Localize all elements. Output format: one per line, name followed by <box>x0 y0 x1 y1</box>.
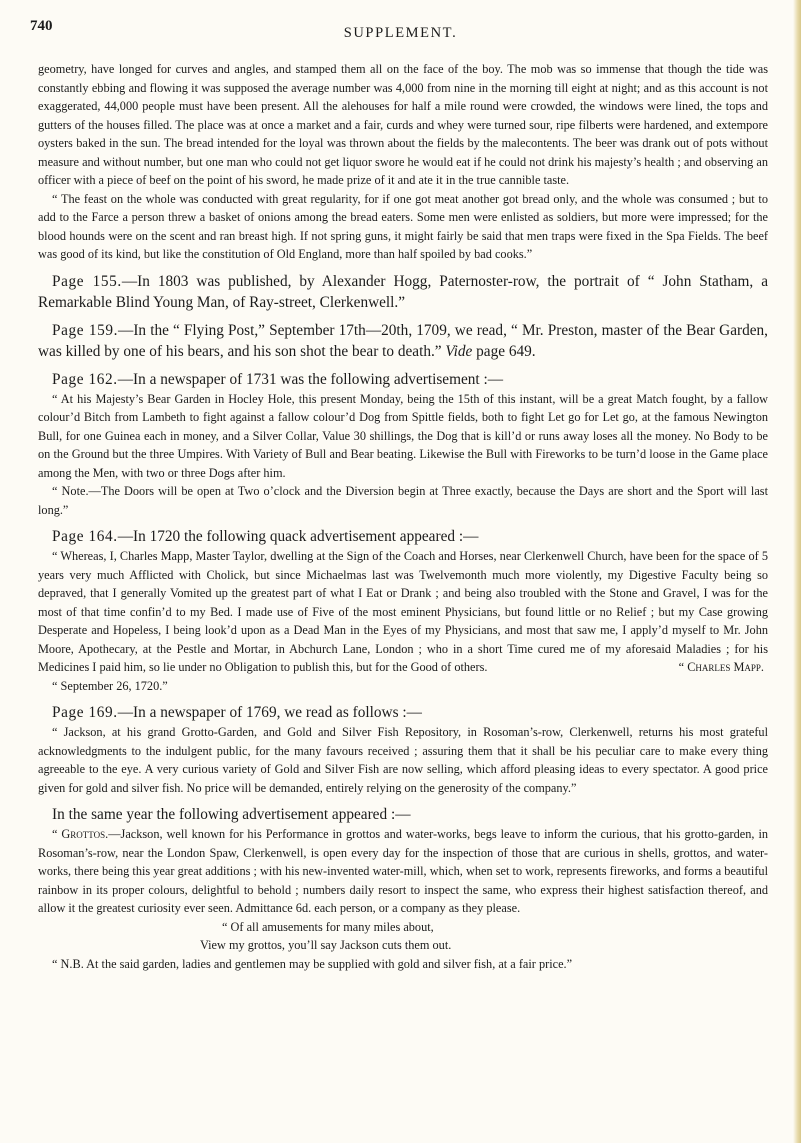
paragraph-bear-garden-ad: “ At his Majesty’s Bear Garden in Hocley Hole, this present Monday, being the 15th of this instant, will be a great Match fought, by a fallow colour’d Bitch from Lambeth to fight against a fallow colour’d Dog from Spittle fields, both to fight Let go for Let go, at the famous Newington Bull, for one Guinea each in money, and a Silver Collar, Value 30 shillings, the Dog that is kill’d or runs away loses all the money. No Body to be on the Ground but the three Umpires. With Variety of Bull and Bear beating. Likewise the Bull with Fireworks to be turn’d loose in the Game place among the Men, with two or three Dogs after him. <box>38 391 768 480</box>
verse-line-1: “ Of all amusements for many miles about, <box>222 919 434 934</box>
entry-page-169 <box>38 702 768 723</box>
paragraph-jackson-ad: “ Jackson, at his grand Grotto-Garden, and Gold and Silver Fish Repository, in Rosoman’s-row, Clerkenwell, returns his most grateful acknowledgments to the indulgent public, for the many favours received ; assuring them that it shall be his peculiar care to make every thing agreeable to the eye. A very curious variety of Gold and Silver Fish are now selling, which afford pleasing ideas to every spectator. A good price given for gold and silver fish. No price will be demanded, entirely relying on the generosity of the company.” <box>38 725 768 795</box>
paragraph-note: “ Note.—The Doors will be open at Two o’clock and the Diversion begin at Three exactly, because the Days are short and the Sport will last long.” <box>38 484 768 517</box>
entry-label: Page 159. <box>52 321 119 339</box>
verse-line-2: View my grottos, you’ll say Jackson cuts them out. <box>200 938 452 952</box>
entry-text: —In 1803 was published, by Alexander Hogg, Paternoster-row, the portrait of “ John Statham, a Remarkable Blind Young Man, of Ray-street, Clerkenwell.” <box>38 272 768 311</box>
entry-text: —In the “ Flying Post,” September 17th—20th, 1709, we read, “ Mr. Preston, master of the Bear Garden, was killed by one of his bears, and his son shot the bear to death.” <box>38 321 768 360</box>
dateline: “ September 26, 1720.” <box>52 678 168 693</box>
paragraph-grottos-ad <box>38 825 768 918</box>
paragraph-geometry: geometry, have longed for curves and angles, and stamped them all on the face of the boy. The mob was so immense that though the tide was constantly ebbing and flowing it was supposed the average number was 4,000 from nine in the morning till eight at night; and as this account is not exaggerated, 44,000 people must have been present. All the alehouses for half a mile round were crowded, the windows were lined, the tops and gutters of the houses filled. The place was at once a market and a fair, curds and whey were turned sour, ripe filberts were hardened, and extempore oysters baked in the sun. The bread intended for the loyal was thrown about the fields by the malecontents. The beer was drank out of pots without measure and without number, but one man who could not get liquor swore he would eat if he could not drink his majesty’s health ; and observing an officer with a piece of beef on the point of his sword, he made prize of it and ate it in the true cannible taste. <box>38 62 768 187</box>
entry-label: Page 169. <box>52 704 118 721</box>
page-reference: page 649. <box>476 342 536 360</box>
entry-text: —In 1720 the following quack advertisement appeared :— <box>117 528 479 545</box>
entry-page-162 <box>38 369 768 390</box>
vide-reference: Vide <box>445 342 473 360</box>
paragraph-quack-ad: “ Whereas, I, Charles Mapp, Master Taylor, dwelling at the Sign of the Coach and Horses, near Clerkenwell Church, have been for the space of 5 years very much Afflicted with Cholick, but since Michaelmas last was Twelvemonth much more violently, my Digestive Faculty being so depraved, that I generally Vomited up the greatest part of what I Eat or Drank ; and being also troubled with the Stone and Gravel, I was for the most of that time confin’d to my Bed. I made use of Five of the most eminent Physicians, but found little or no Relief ; but my Case growing Desperate and Hopeless, I being look’d upon as a Dead Man in the Eyes of my Physicians, and most that saw me, I apply’d myself to Mr. John Moore, Apothecary, at the Pestle and Mortar, in Abchurch Lane, London ; who in a short Time cured me of my aforesaid Maladies ; for his Medicines I paid him, so lie under no Obligation to publish this, but for the Good of others. <box>38 549 768 674</box>
paragraph-feast: “ The feast on the whole was conducted with great regularity, for if one got meat another got bread only, and the whole was consumed ; but to add to the Farce a person threw a basket of onions among the bread eaters. Some men were enlisted as soldiers, but more were impressed; for the blood hounds were on the scent and ran breast high. If not spring guns, it might fairly be said that men traps were fixed in the Spa Fields. The beef was good of its kind, but like the constitution of Old England, more than half spoiled by bad cooks.” <box>38 191 768 261</box>
page-body <box>38 60 768 973</box>
page-number: 740 <box>30 18 53 34</box>
entry-page-159 <box>38 320 768 362</box>
entry-page-155 <box>38 271 768 313</box>
entry-text: —In a newspaper of 1769, we read as follows :— <box>117 704 422 721</box>
grottos-text: —Jackson, well known for his Performance in grottos and water-works, begs leave to inform the curious, that his grotto-garden, in Rosoman’s-row, near the London Spaw, Clerkenwell, is open every day for the inspection of those that are curious in shells, grottos, and water-works, there being this year great additions ; with his new-invented water-mill, which, when set to work, represents fireworks, and forms a beautiful rainbow in its proper colours, delightful to behold ; numbers daily resort to inspect the same, who express their highest satisfaction thereof, and allow it the greatest curiosity ever seen. Admittance 6d. each person, or a company as they please. <box>38 827 769 915</box>
entry-label: Page 162. <box>52 370 118 388</box>
entry-label: Page 164. <box>52 528 118 545</box>
grottos-lead: “ Grottos. <box>52 827 109 841</box>
paragraph-nb: “ N.B. At the said garden, ladies and gentlemen may be supplied with gold and silver fish, at a fair price.” <box>52 956 573 971</box>
entry-page-164 <box>38 526 768 547</box>
page-edge-shading <box>793 0 801 1143</box>
running-head: SUPPLEMENT. <box>343 25 458 41</box>
page-header <box>30 18 771 48</box>
same-year-intro: In the same year the following advertisement appeared :— <box>52 806 411 823</box>
entry-text: —In a newspaper of 1731 was the following advertisement :— <box>117 370 504 388</box>
signature-charles-mapp: “ Charles Mapp. <box>678 660 764 674</box>
entry-label: Page 155. <box>52 272 122 290</box>
